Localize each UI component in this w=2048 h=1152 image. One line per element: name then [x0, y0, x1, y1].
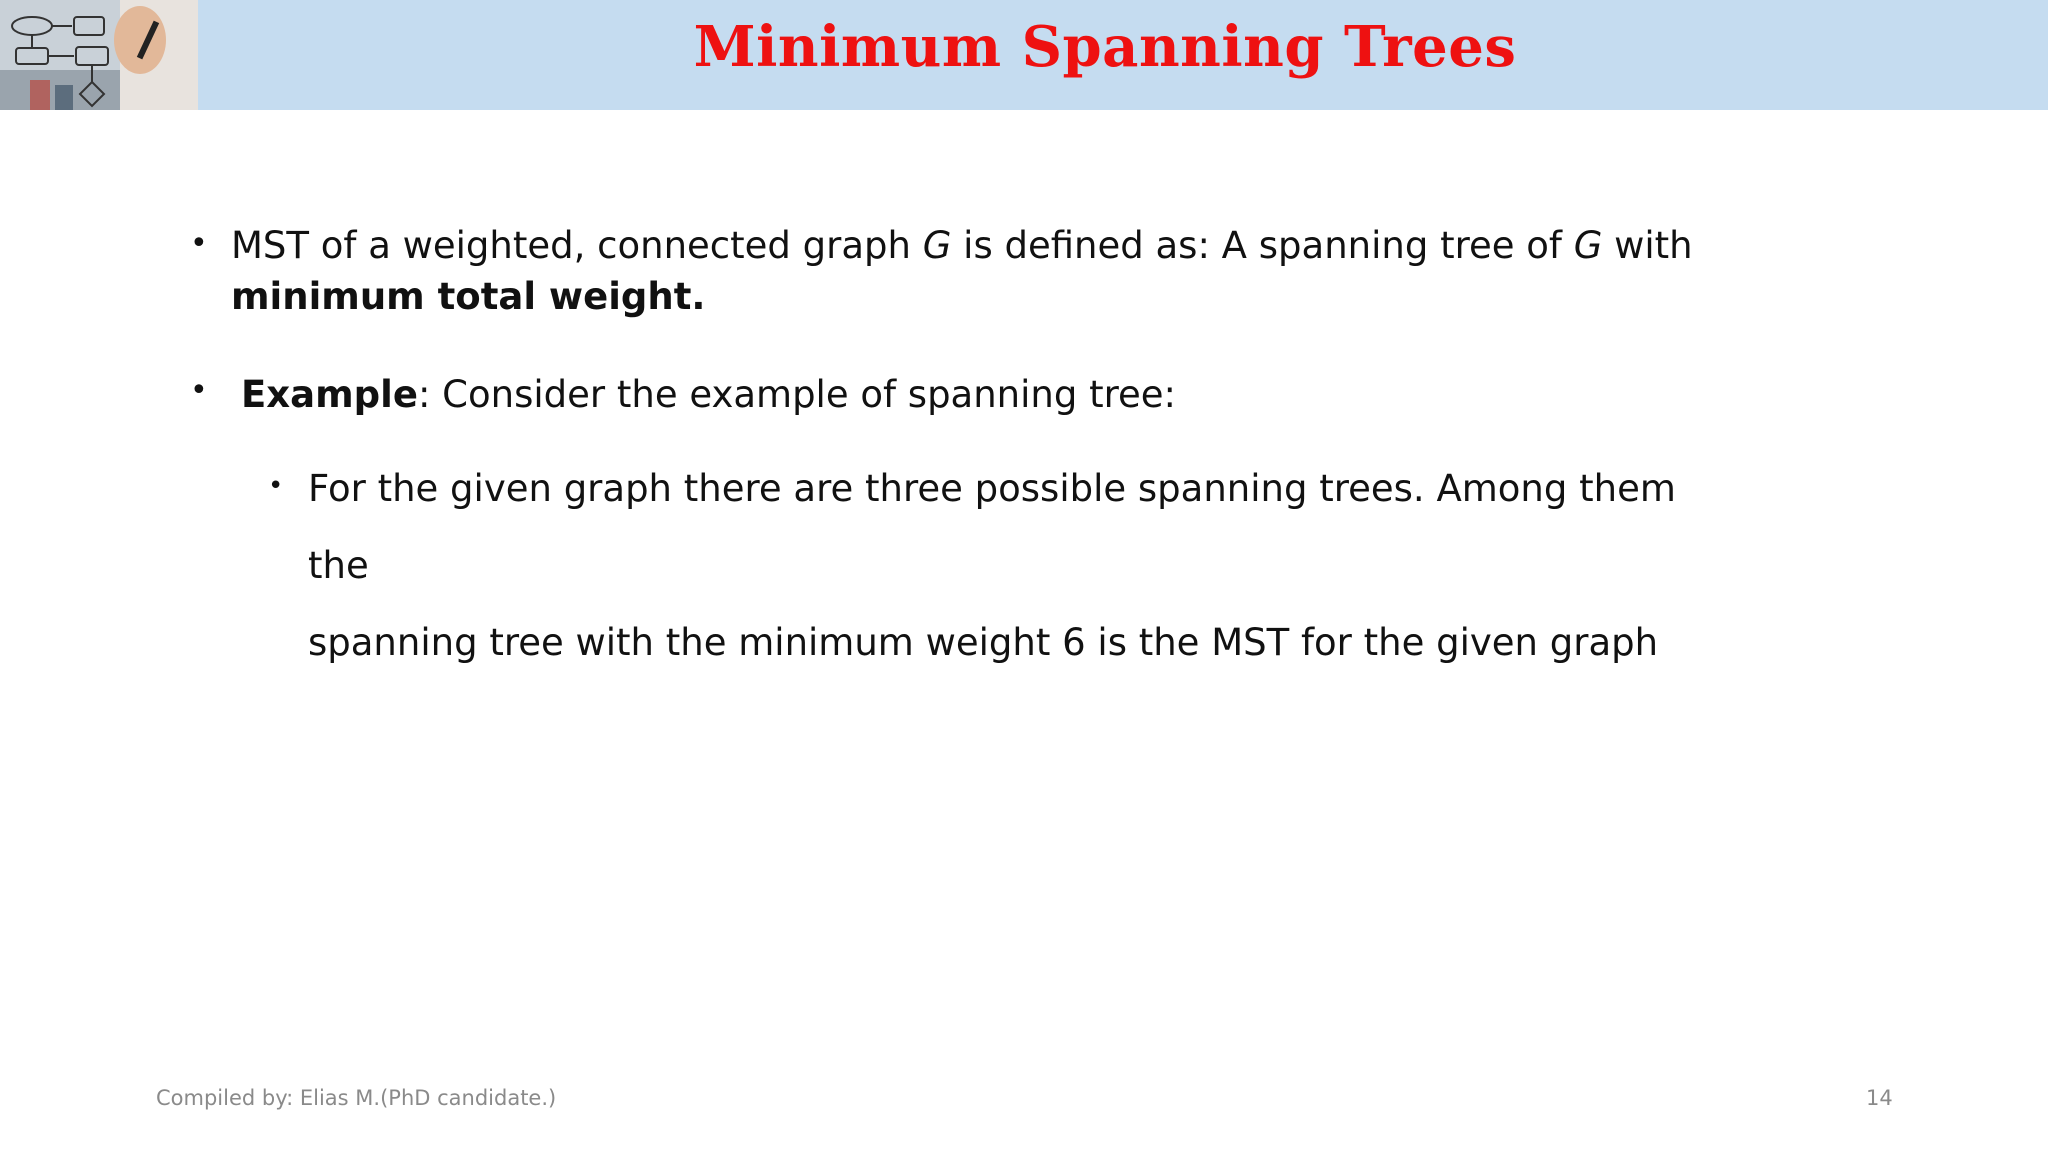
definition-line-1	[231, 220, 1731, 271]
graph-symbol-g: G	[1573, 224, 1603, 267]
page-number: 14	[1866, 1086, 1893, 1110]
graph-symbol-g: G	[922, 224, 952, 267]
definition-line-2	[231, 271, 1731, 322]
definition-text-part3: with	[1602, 224, 1693, 267]
slide-title-text: Minimum Spanning Trees	[693, 14, 1517, 80]
definition-text-part2: is defined as: A spanning tree of	[951, 224, 1574, 267]
bullet-dot-icon: •	[268, 471, 284, 501]
footer-author: Compiled by: Elias M.(PhD candidate.)	[156, 1086, 557, 1110]
bullet-dot-icon: •	[190, 226, 208, 261]
explanation-line-1: For the given graph there are three possible spanning trees. Among them the	[308, 467, 1676, 587]
flowchart-hand-drawing-icon	[0, 0, 198, 110]
slide-title	[198, 14, 2048, 80]
example-label: Example	[241, 373, 418, 416]
definition-text-part1: MST of a weighted, connected graph	[231, 224, 923, 267]
definition-bold-text: minimum total weight.	[231, 275, 706, 318]
bullet-dot-icon: •	[190, 373, 208, 408]
example-text: : Consider the example of spanning tree:	[417, 373, 1177, 416]
explanation-line-2: spanning tree with the minimum weight 6 is the MST for the given graph	[308, 621, 1659, 664]
